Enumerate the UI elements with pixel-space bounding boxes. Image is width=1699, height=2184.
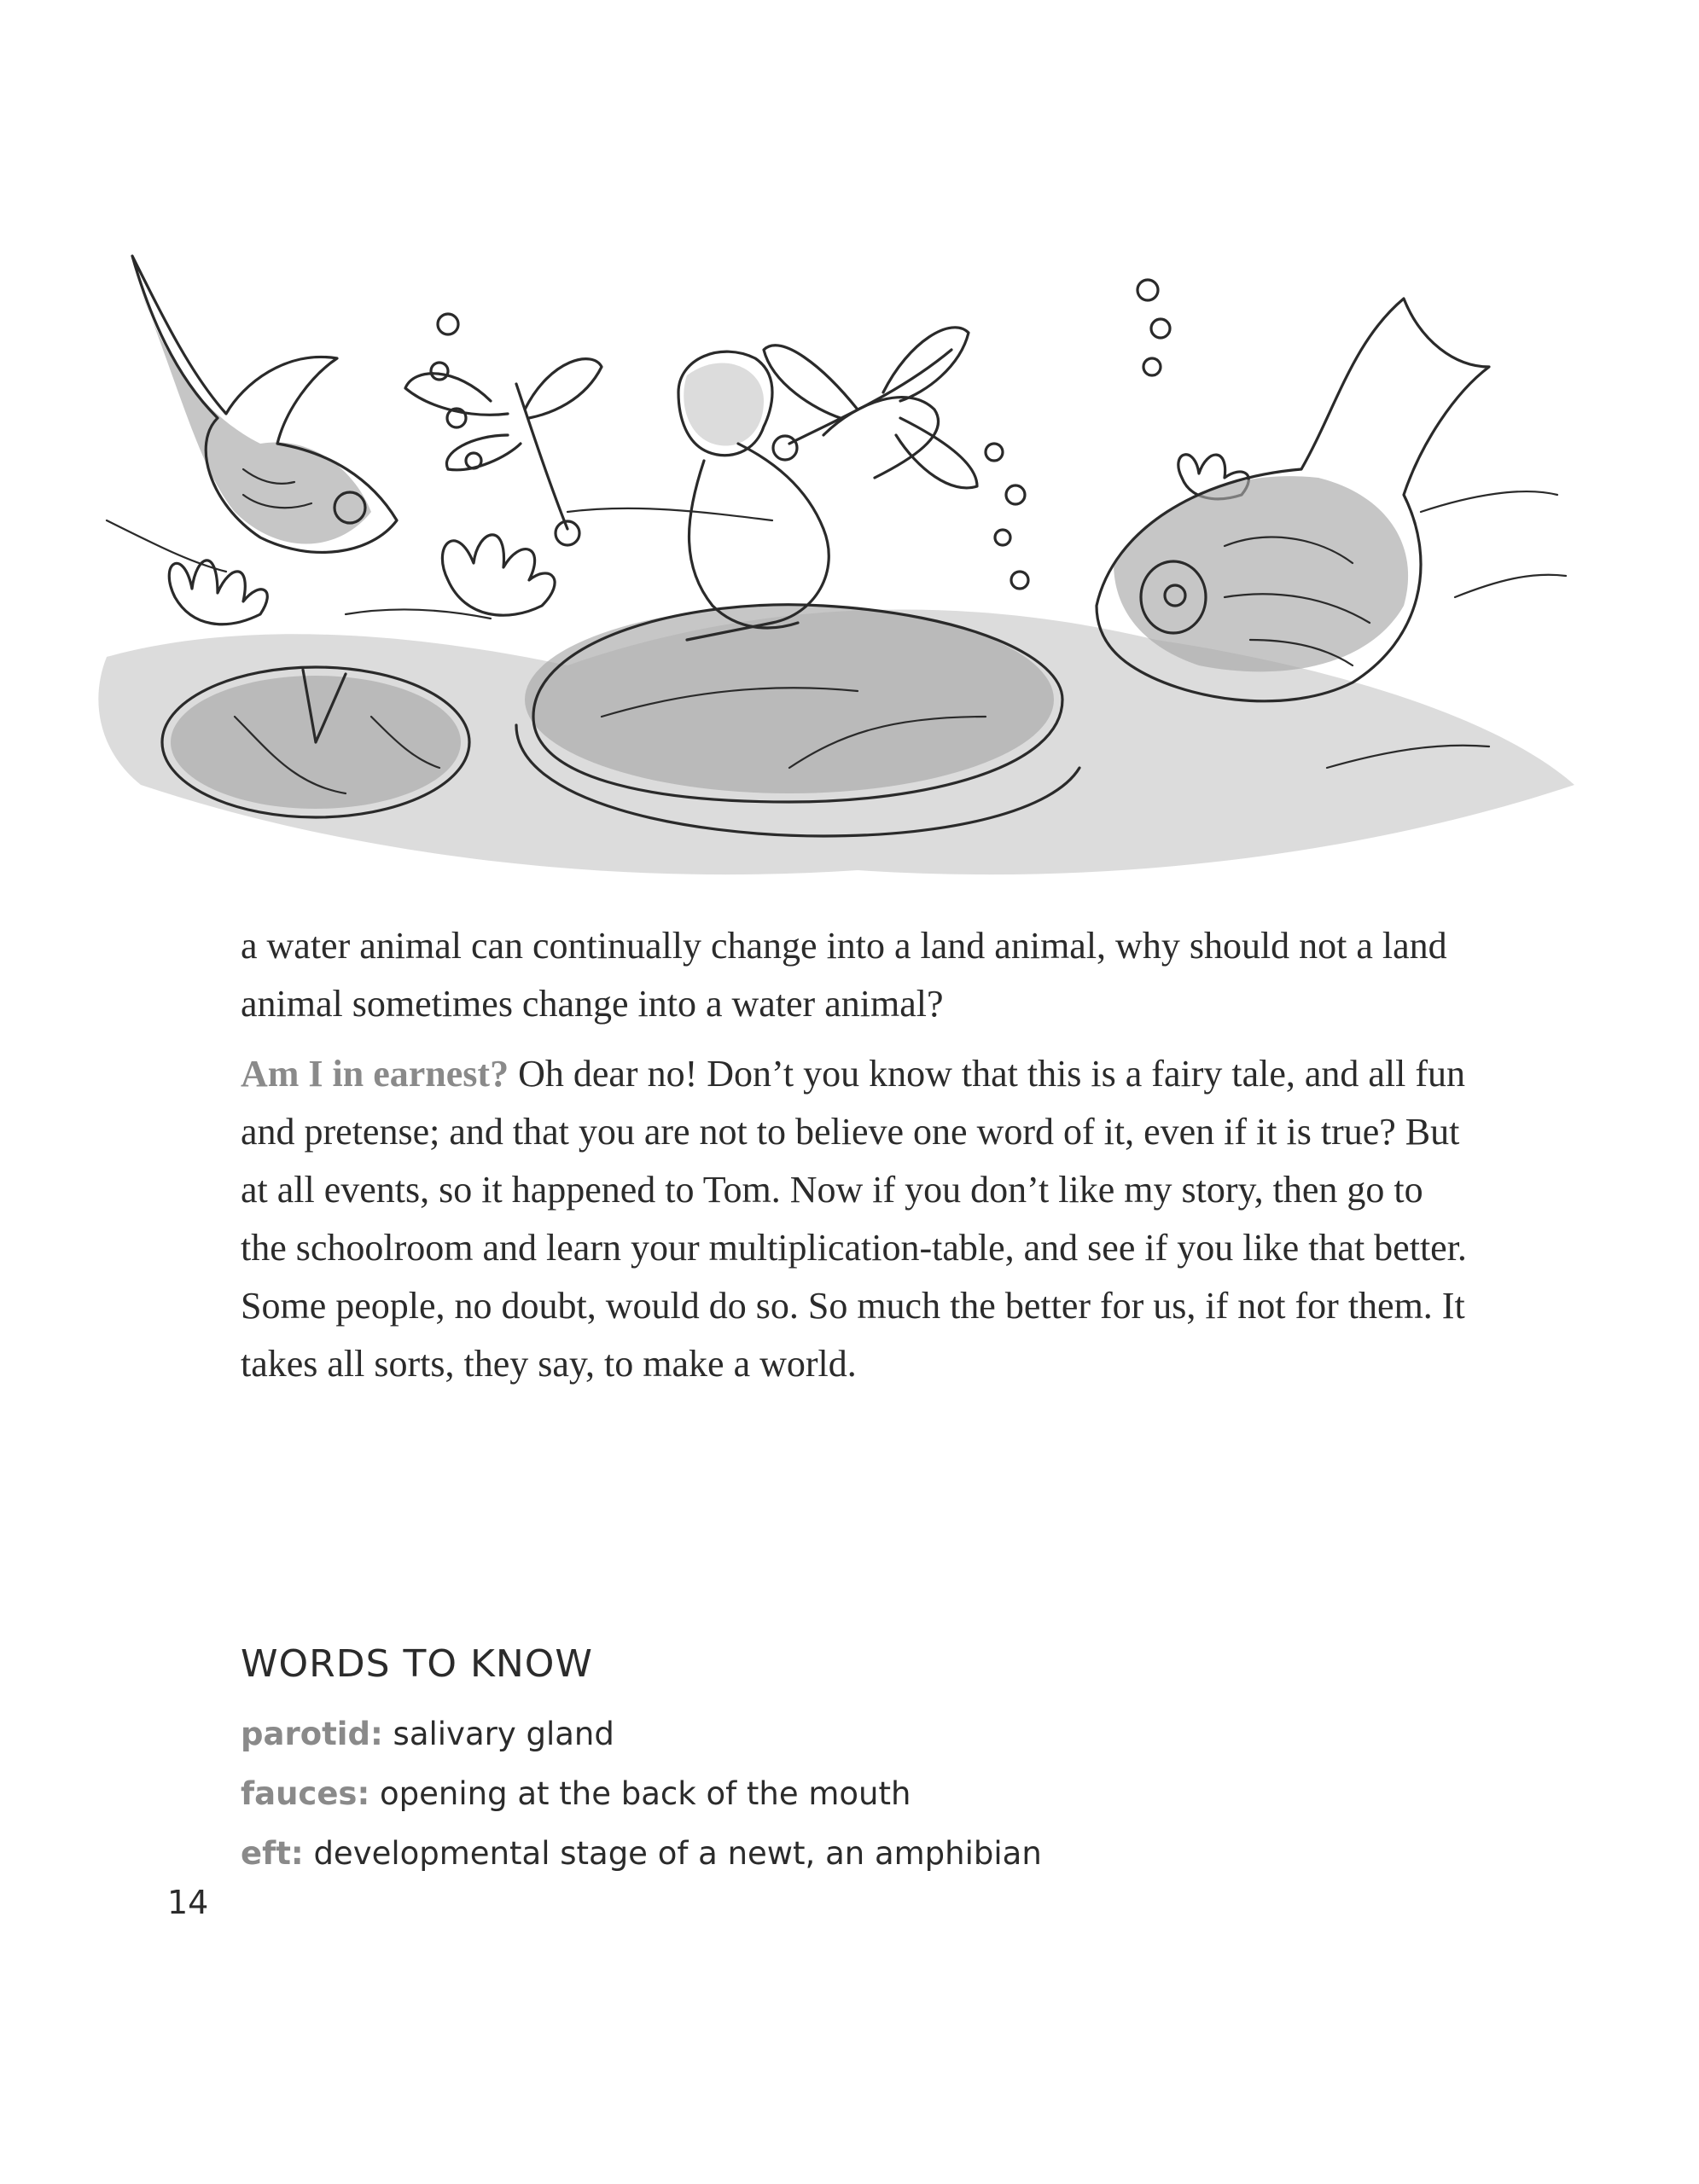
paragraph-1: a water animal can continually change into a land animal, why should not a land animal sometimes change into a water animal? xyxy=(241,925,1447,1025)
glossary-entry xyxy=(241,1764,1435,1824)
glossary-definition: opening at the back of the mouth xyxy=(369,1775,911,1812)
fish-icon xyxy=(132,256,397,552)
paragraph-2-lead: Am I in earnest? xyxy=(241,1053,509,1095)
paragraph-2 xyxy=(241,1045,1469,1393)
body-text xyxy=(241,917,1469,1405)
dragonfly-icon xyxy=(764,328,977,488)
boy-figure xyxy=(678,351,939,640)
page-number: 14 xyxy=(167,1884,209,1921)
glossary-entry xyxy=(241,1824,1435,1884)
glossary-term: fauces: xyxy=(241,1775,370,1812)
glossary-definition: salivary gland xyxy=(382,1716,614,1752)
pond-illustration xyxy=(90,239,1626,904)
bubble-icon xyxy=(431,280,1170,589)
paragraph-2-text: Oh dear no! Don’t you know that this is a fairy tale, and all fun and pretense; and that you are not to believe one word of it, even if it is true? But at all events, so it happened to Tom. Now if you don’t like my story, then go to the schoolroom and learn your multiplication-table, and see if you like that better. Some people, no doubt, would do so. So much the better for us, if not for them. It takes all sorts, they say, to make a world. xyxy=(241,1053,1467,1385)
glossary-entry xyxy=(241,1705,1435,1764)
words-to-know xyxy=(241,1642,1435,1884)
pond-illustration-svg xyxy=(90,239,1626,904)
glossary-term: eft: xyxy=(241,1835,304,1872)
dragonfly-icon xyxy=(405,359,602,545)
lily-pad-icon xyxy=(162,667,469,817)
glossary-term: parotid: xyxy=(241,1716,383,1752)
words-to-know-title: WORDS TO KNOW xyxy=(241,1642,593,1686)
glossary-definition: developmental stage of a newt, an amphibian xyxy=(303,1835,1042,1872)
